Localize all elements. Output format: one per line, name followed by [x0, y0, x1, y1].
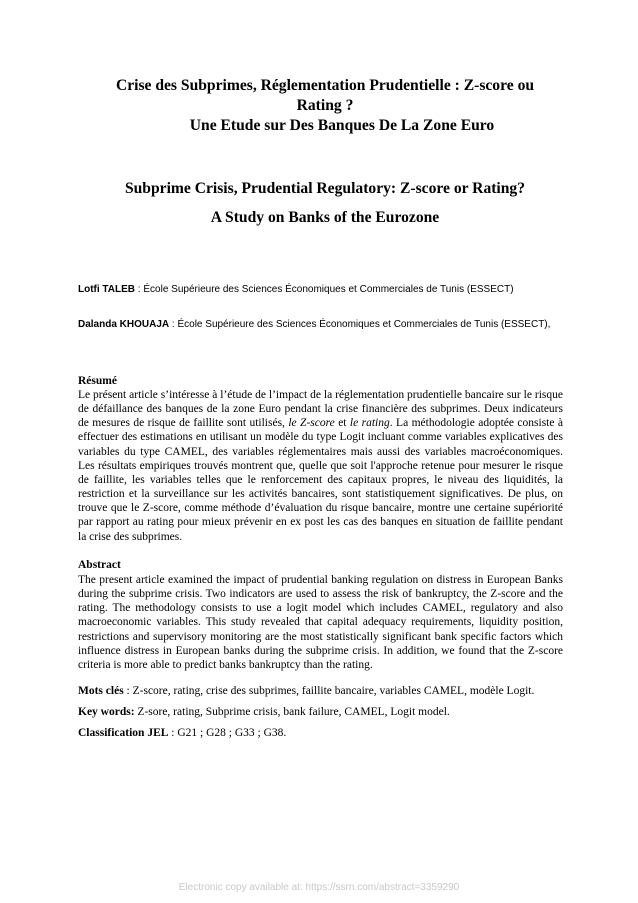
english-title-line-2: A Study on Banks of the Eurozone: [210, 209, 440, 226]
keywords-french: [78, 684, 568, 698]
ssrn-footer: Electronic copy available at: https://ssrn.com/abstract=3359290: [178, 882, 460, 893]
keywords-english-label: Key words:: [78, 706, 135, 718]
resume-text-c: . La méthodologie adoptée consiste à effectuer des estimations en utilisant un modèle du type Logit incluant comme variables explicatives des variables du type CAMEL, des variables réglementaires mais aussi des variables macroéconomiques. Les résultats empiriques trouvés montrent que, quelle que soit l'approche retenue pour mesurer le risque de faillite, les variables telles que le renforcement des capitaux propres, le niveau des liquidités, la restriction et la surveillance sur les activités bancaires, sont statistiquement significatives. De plus, on trouve que le Z-score, comme méthode d’évaluation du risque bancaire, montre une certaine supériorité par rapport au rating pour mieux prévenir en ex post les cas des banques en situation de faillite pendant la crise des subprimes.: [78, 417, 564, 543]
french-title-line-3: Une Etude sur Des Banques De La Zone Euro: [189, 117, 495, 134]
abstract-paragraph: The present article examined the impact of prudential banking regulation on distress in European Banks during the subprime crisis. Two indicators are used to assess the risk of bankruptcy, the Z-score and the rating. The methodology consists to use a logit model which includes CAMEL, regulatory and also macroeconomic variables. This study revealed that capital adequacy requirements, liquidity position, restrictions and supervisory monitoring are the most statistically significant bank specific factors which influence distress in European banks during the subprime crisis. In addition, we found that the Z-score criteria is more able to predict banks bankruptcy than the rating.: [78, 574, 563, 671]
resume-text-b: et: [334, 417, 350, 430]
keywords-english-text: Z-sore, rating, Subprime crisis, bank failure, CAMEL, Logit model.: [134, 706, 450, 718]
keywords-french-label: Mots clés: [78, 685, 124, 697]
resume-em-zscore: le Z-score: [288, 417, 335, 430]
french-title-line-2: Rating ?: [296, 97, 354, 114]
author-2-affiliation: : École Supérieure des Sciences Économiques et Commerciales de Tunis (ESSECT),: [169, 319, 551, 330]
author-2: [78, 318, 550, 331]
french-title-line-1: Crise des Subprimes, Réglementation Prudentielle : Z-score ou: [115, 77, 535, 94]
author-1: [78, 283, 514, 296]
jel-label: Classification JEL: [78, 727, 169, 739]
resume-text-a: Le présent article s’intéresse à l’étude de l’impact de la réglementation prudentielle bancaire sur le risque de défaillance des banques de la zone Euro pendant la crise financière des subprimes. Deux indicateurs de mesures de risque de faillite sont utilisés,: [78, 389, 563, 430]
jel-classification: [78, 726, 568, 740]
resume-em-rating: le rating: [349, 417, 390, 430]
keywords-french-text: : Z-score, rating, crise des subprimes, faillite bancaire, variables CAMEL, modèle Logit.: [123, 685, 535, 697]
jel-text: : G21 ; G28 ; G33 ; G38.: [168, 727, 287, 739]
author-1-name: Lotfi TALEB: [78, 284, 136, 295]
author-2-name: Dalanda KHOUAJA: [78, 319, 170, 330]
english-title-line-1: Subprime Crisis, Prudential Regulatory: Z-score or Rating?: [124, 180, 526, 197]
english-title: [70, 174, 580, 232]
author-1-affiliation: : École Supérieure des Sciences Économiques et Commerciales de Tunis (ESSECT): [135, 284, 514, 295]
keywords-english: [78, 705, 568, 719]
french-title: [70, 76, 580, 136]
resume-paragraph: [78, 388, 563, 544]
resume-heading: Résumé: [78, 375, 117, 387]
abstract-heading: Abstract: [78, 559, 121, 571]
